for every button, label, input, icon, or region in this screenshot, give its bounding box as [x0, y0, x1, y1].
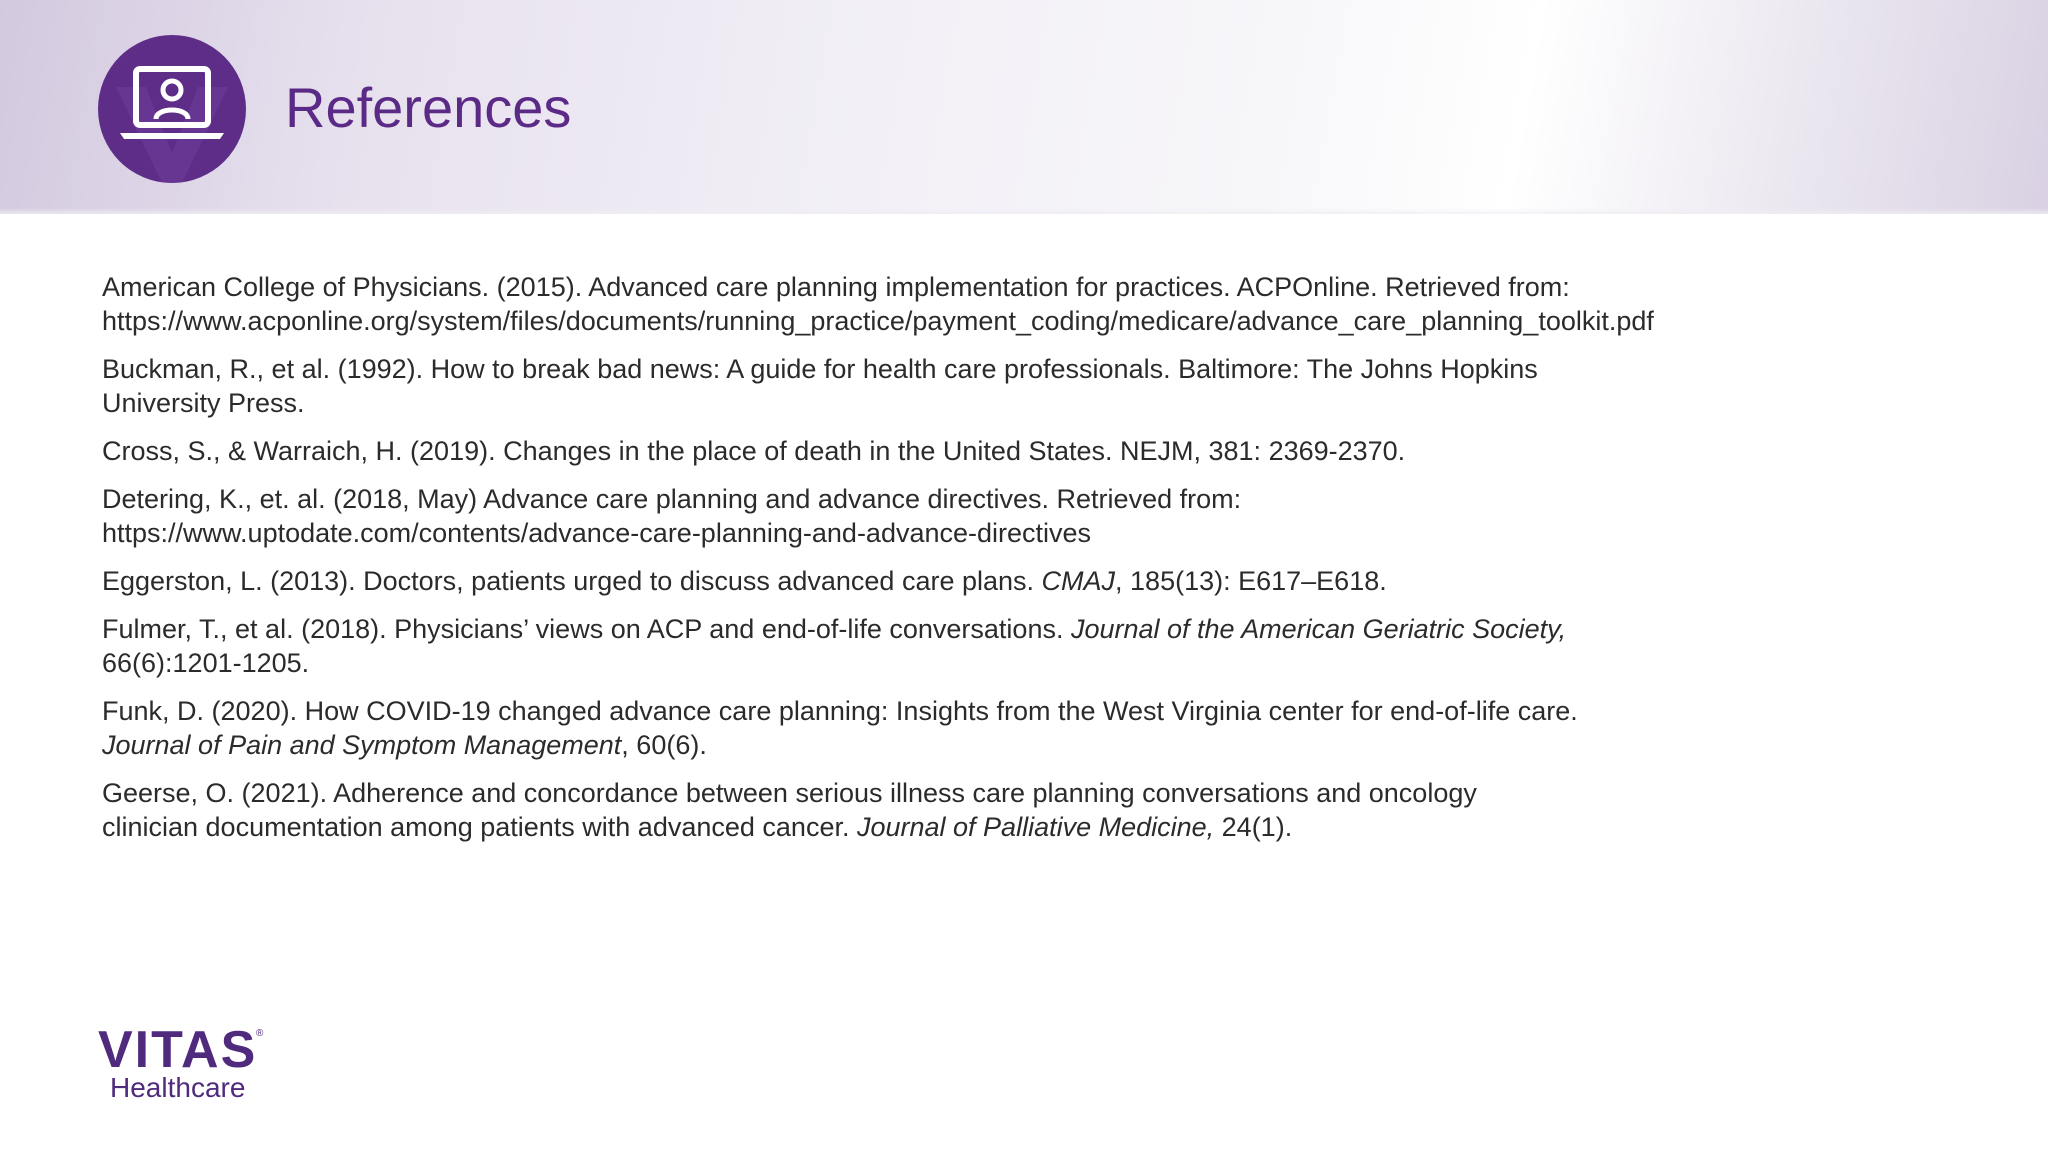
reference-item: [102, 434, 1802, 468]
reference-item: [102, 482, 1802, 550]
reference-item: [102, 270, 1802, 338]
reference-text: Eggerston, L. (2013). Doctors, patients urged to discuss advanced care plans.: [102, 566, 1042, 596]
reference-text: https://www.uptodate.com/contents/advance-care-planning-and-advance-directives: [102, 518, 1092, 548]
reference-text: American College of Physicians. (2015). Advanced care planning implementation for practices. ACPOnline. Retrieved from:: [102, 272, 1570, 302]
reference-journal: Journal of the American Geriatric Society,: [1070, 614, 1567, 644]
logo-registered-mark: ®: [256, 1028, 264, 1039]
logo-subtitle: Healthcare: [110, 1072, 246, 1103]
reference-item: [102, 776, 1802, 844]
reference-journal: Journal of Pain and Symptom Management: [102, 730, 622, 760]
reference-text: Funk, D. (2020). How COVID-19 changed advance care planning: Insights from the West Virginia center for end-of-life care.: [102, 696, 1578, 726]
references-list: [102, 270, 1802, 858]
reference-item: [102, 612, 1802, 680]
reference-text: Detering, K., et. al. (2018, May) Advance care planning and advance directives. Retrieved from:: [102, 484, 1242, 514]
reference-text: Cross, S., & Warraich, H. (2019). Changes in the place of death in the United States. NEJM, 381: 2369-2370.: [102, 436, 1406, 466]
reference-journal: CMAJ: [1041, 566, 1116, 596]
reference-text: Fulmer, T., et al. (2018). Physicians’ views on ACP and end-of-life conversations.: [102, 614, 1071, 644]
laptop-user-icon: [98, 35, 246, 183]
reference-text: https://www.acponline.org/system/files/documents/running_practice/payment_coding/medicare/advance_care_planning_toolkit.pdf: [102, 306, 1654, 336]
reference-text: Geerse, O. (2021). Adherence and concordance between serious illness care planning conversations and oncology: [102, 778, 1477, 808]
reference-text: 66(6):1201-1205.: [102, 648, 310, 678]
reference-item: [102, 564, 1802, 598]
reference-text: , 185(13): E617–E618.: [1115, 566, 1387, 596]
reference-text: clinician documentation among patients with advanced cancer.: [102, 812, 857, 842]
page-title: References: [285, 76, 572, 139]
reference-item: [102, 352, 1802, 420]
reference-item: [102, 694, 1802, 762]
reference-text: Buckman, R., et al. (1992). How to break bad news: A guide for health care professionals. Baltimore: The Johns Hopkins: [102, 354, 1538, 384]
vitas-healthcare-logo: [98, 1022, 288, 1102]
logo-brand: VITAS: [98, 1021, 258, 1079]
reference-text: , 60(6).: [621, 730, 707, 760]
reference-journal: Journal of Palliative Medicine,: [856, 812, 1215, 842]
reference-text: University Press.: [102, 388, 305, 418]
reference-text: 24(1).: [1214, 812, 1293, 842]
